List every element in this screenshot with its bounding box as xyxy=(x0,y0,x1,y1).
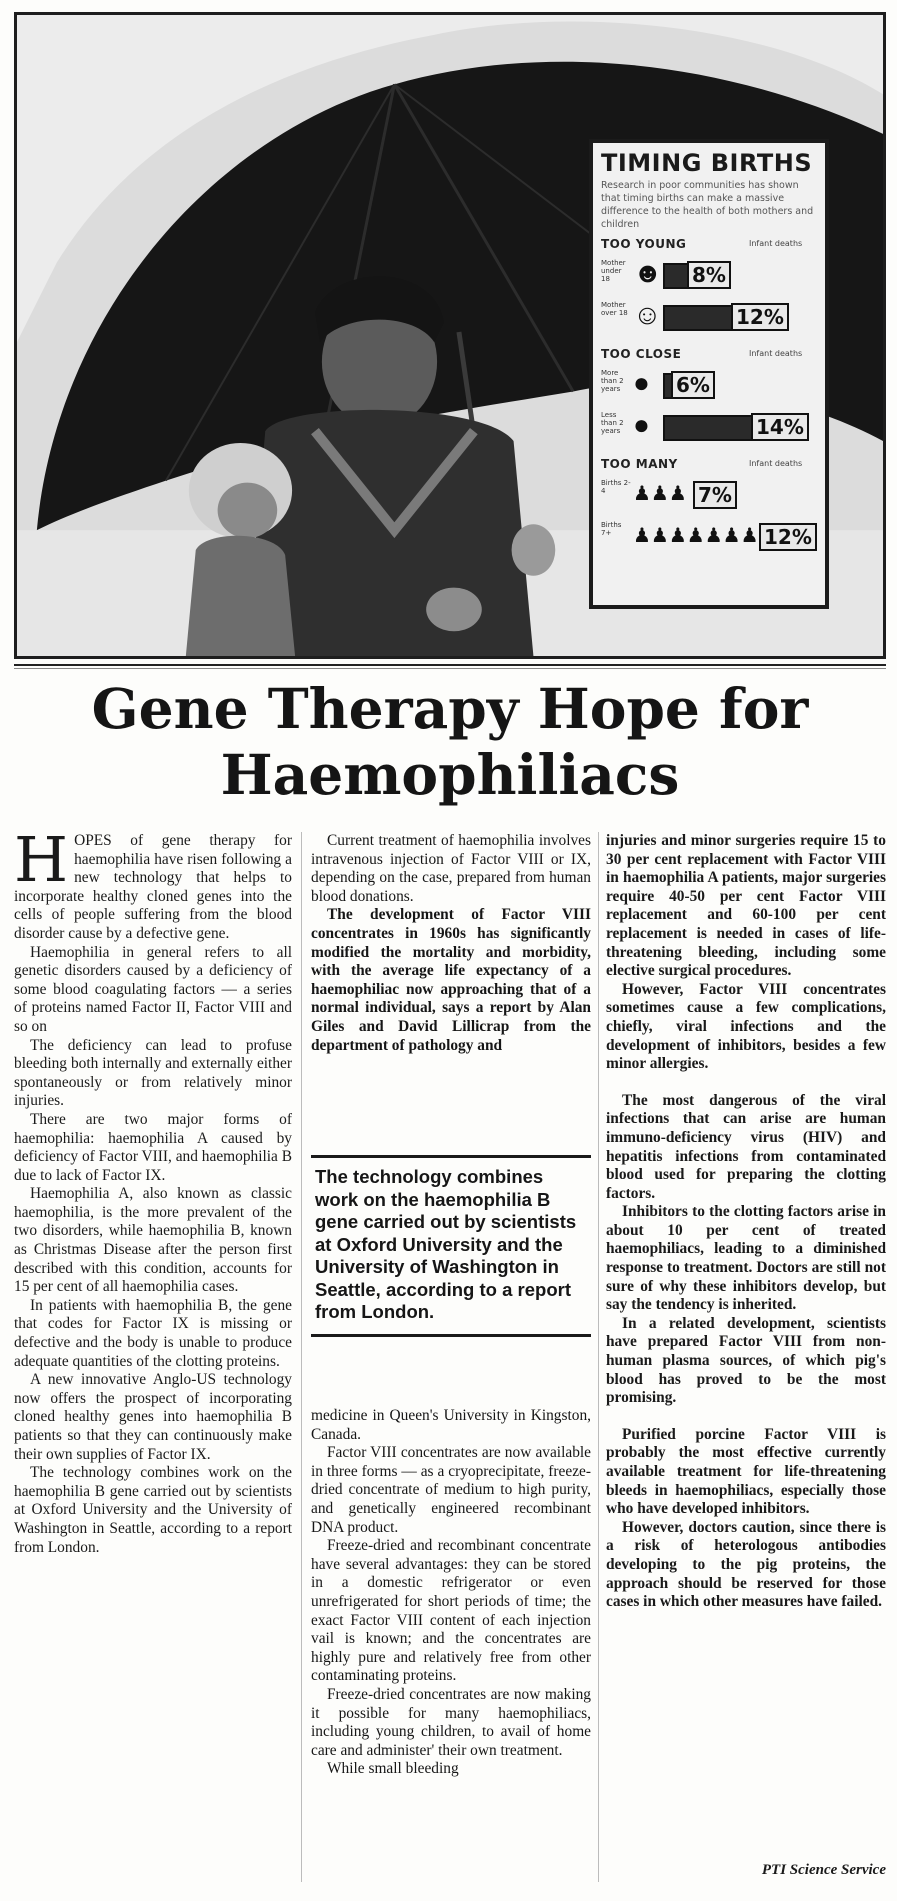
paragraph: However, Factor VIII concentrates sometimes cause a few complications, chiefly, viral infections and the development of inhibitors, besides a few minor allergies. xyxy=(606,980,886,1073)
paragraph: The development of Factor VIII concentrates in 1960s has significantly modified the mortality and morbidity, with the average life expectancy of a haemophiliac now approaching that of a normal individual, says a report by Alan Giles and David Lillicrap from the department of pathology and xyxy=(311,906,591,1054)
inset-row xyxy=(601,297,825,337)
inset-heading: TOO CLOSE xyxy=(601,347,682,361)
value-label: 6% xyxy=(671,371,715,399)
inset-section-too-young xyxy=(601,237,817,341)
inset-heading: TOO MANY xyxy=(601,457,678,471)
byline-credit: PTI Science Service xyxy=(761,1862,886,1878)
paragraph: Freeze-dried and recombinant concentrate have several advantages: they can be stored in a domestic refrigerator or even unrefrigerated for short periods of time; the exact Factor VIII content of each injection vail is known; and the concentrates are highly pure and relatively free from other contaminating proteins. xyxy=(311,1537,591,1685)
headline-line-2: Haemophiliacs xyxy=(220,742,680,807)
paragraph: There are two major forms of haemophilia: haemophilia A caused by deficiency of Factor VIII, and haemophilia B due to lack of Factor IX. xyxy=(14,1110,292,1184)
inset-label: Infant deaths xyxy=(749,459,803,468)
paragraph: Inhibitors to the clotting factors arise in about 10 per cent of treated haemophiliacs, leading to a diminished response to treatment. Doctors are still not sure of why these inhibitors develop, but say the tendency is inherited. xyxy=(606,1203,886,1314)
paragraph: However, doctors caution, since there is a risk of heterologous antibodies developing to the pig proteins, the approach should be reserved for those cases in which other measures have failed. xyxy=(606,1518,886,1611)
mother-silhouette-icon: ☻ xyxy=(633,258,663,289)
paragraph: Freeze-dried concentrates are now making it possible for many haemophiliacs, including young children, to avail of home care and administer' their own treatment. xyxy=(311,1685,591,1759)
inset-row xyxy=(601,475,825,515)
headline-line-1: Gene Therapy Hope for xyxy=(91,676,809,741)
headline xyxy=(14,676,886,808)
paragraph: Haemophilia A, also known as classic haemophilia, is the more prevalent of the two disorders, while haemophilia B, known as Christmas Disease after the person first described with this condition, accounts for 15 per cent of all haemophilia cases. xyxy=(14,1185,292,1296)
children-figures-icon: ♟♟♟ xyxy=(633,483,687,505)
column-2-bottom xyxy=(311,1407,591,1779)
inset-intro: Research in poor communities has shown that timing births can make a massive difference to the health of both mothers and children xyxy=(601,180,814,230)
column-rule xyxy=(301,832,302,1882)
paragraph: In patients with haemophilia B, the gene that codes for Factor IX is missing or defective and the body is unable to produce adequate quantities of the clotting proteins. xyxy=(14,1296,292,1370)
row-label: Births 7+ xyxy=(601,521,622,537)
paragraph: The deficiency can lead to profuse bleeding both internally and externally either spontaneously or from relatively minor injuries. xyxy=(14,1036,292,1110)
children-figures-icon: ♟♟♟♟♟♟♟ xyxy=(633,525,759,547)
divider xyxy=(14,668,886,669)
paragraph: Haemophilia in general refers to all genetic disorders caused by a deficiency of some blood coagulating factors — a series of proteins named Factor II, Factor VIII and so on xyxy=(14,943,292,1035)
inset-heading: TOO YOUNG xyxy=(601,237,687,251)
value-label: 7% xyxy=(693,481,737,509)
photograph xyxy=(14,12,886,659)
inset-title: TIMING BIRTHS xyxy=(601,149,813,177)
paragraph: While small bleeding xyxy=(327,1760,459,1778)
mother-silhouette-icon: ☺ xyxy=(633,300,662,331)
paragraph: injuries and minor surgeries require 15 to 30 per cent replacement with Factor VIII in haemophilia A patients, major surgeries require 40-50 per cent Factor VIII replacement and 60-100 per cent replacement is needed in cases of life-threatening bleeding, including some elective surgical procedures. xyxy=(606,832,886,980)
inset-row xyxy=(601,365,825,405)
column-3 xyxy=(606,832,886,1612)
timing-births-inset xyxy=(589,139,829,609)
inset-section-too-many xyxy=(601,457,817,561)
value-label: 14% xyxy=(751,413,809,441)
column-rule xyxy=(598,832,599,1882)
inset-section-too-close xyxy=(601,347,817,451)
paragraph: In a related development, scientists have prepared Factor VIII from non-human plasma sources, of which pig's blood has proved to be the most promising. xyxy=(606,1314,886,1407)
value-label: 8% xyxy=(687,261,731,289)
infant-silhouette-icon: ● xyxy=(633,368,650,399)
paragraph: A new innovative Anglo-US technology now offers the prospect of incorporating cloned healthy genes into haemophilia B patients so that they can continuously make their own supplies of Factor IX. xyxy=(14,1371,292,1463)
row-label: Mother under 18 xyxy=(601,259,626,283)
paragraph: medicine in Queen's University in Kingston, Canada. xyxy=(311,1407,591,1443)
row-label: Mother over 18 xyxy=(601,301,628,317)
inset-row xyxy=(601,255,825,295)
paragraph: Purified porcine Factor VIII is probably the most effective currently available treatment for life-threatening bleeds in haemophiliacs, especially those who have developed inhibitors. xyxy=(606,1425,886,1518)
paragraph: HOPES of gene therapy for haemophilia have risen following a new technology that helps to incorporate healthy cloned genes into the cells of people suffering from the blood disorder cause by a defective gene. xyxy=(14,823,292,942)
divider xyxy=(14,664,886,666)
value-label: 12% xyxy=(759,523,817,551)
column-1 xyxy=(14,823,292,1557)
inset-row xyxy=(601,517,825,557)
inset-label: Infant deaths xyxy=(749,349,803,358)
inset-label: Infant deaths xyxy=(749,239,803,248)
row-label: More than 2 years xyxy=(601,369,624,393)
drop-cap: H xyxy=(14,823,69,896)
paragraph: The technology combines work on the haemophilia B gene carried out by scientists at Oxford University and the University of Washington in Seattle, according to a report from London. xyxy=(14,1464,292,1556)
paragraph: Current treatment of haemophilia involves intravenous injection of Factor VIII or IX, depending on the case, prepared from human blood donations. xyxy=(311,832,591,905)
pull-quote: The technology combines work on the haemophilia B gene carried out by scientists at Oxford University and the University of Washington in Seattle, according to a report from London. xyxy=(311,1155,591,1337)
value-label: 12% xyxy=(731,303,789,331)
row-label: Less than 2 years xyxy=(601,411,624,435)
row-label: Births 2-4 xyxy=(601,479,631,495)
inset-row xyxy=(601,407,825,447)
paragraph: Factor VIII concentrates are now available in three forms — as a cryoprecipitate, freeze-dried concentrate of medium to high purity, and genetically engineered recombinant DNA product. xyxy=(311,1444,591,1536)
column-2-top xyxy=(311,832,591,1055)
paragraph: The most dangerous of the viral infections that can arise are human immuno-deficiency virus (HIV) and hepatitis infections from contaminated blood used for preparing the clotting factors. xyxy=(606,1091,886,1202)
infant-silhouette-icon: ● xyxy=(633,410,650,441)
